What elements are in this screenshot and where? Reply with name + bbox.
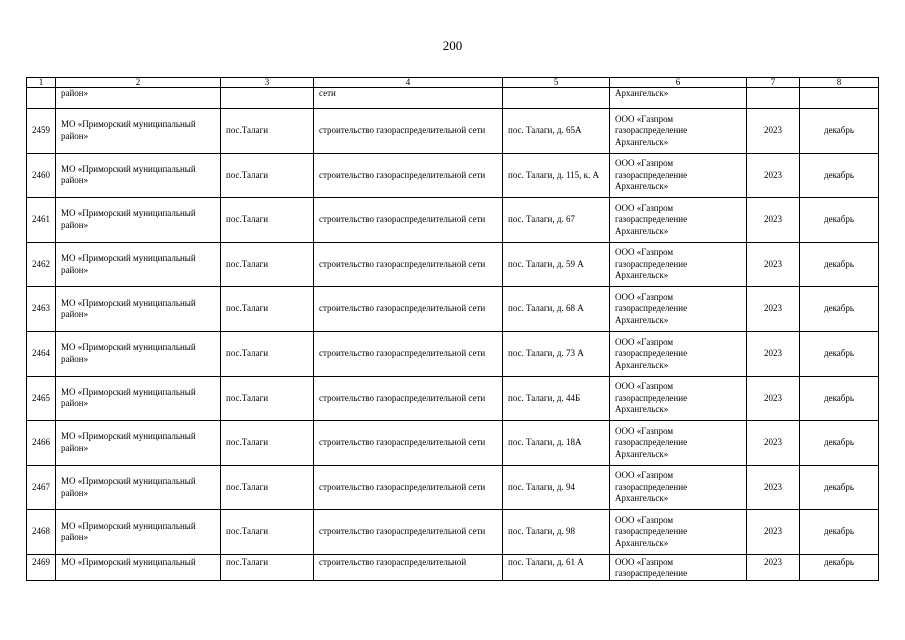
cell-object: строительство газораспределительной сети <box>314 287 503 332</box>
cell-number: 2460 <box>27 153 56 198</box>
cell-municipality: МО «Приморский муниципальный район» <box>56 421 221 466</box>
cell-month: декабрь <box>800 421 879 466</box>
cell-empty <box>800 88 879 109</box>
cell-year: 2023 <box>747 554 800 580</box>
cell-settlement: пос.Талаги <box>221 109 314 154</box>
cell-number: 2465 <box>27 376 56 421</box>
table-row <box>27 153 879 198</box>
column-number: 7 <box>747 78 800 88</box>
cell-object: строительство газораспределительной сети <box>314 465 503 510</box>
cell-municipality: МО «Приморский муниципальный район» <box>56 331 221 376</box>
cell-operator: ООО «Газпром газораспределение Архангельск» <box>610 242 747 287</box>
column-number: 4 <box>314 78 503 88</box>
cell-municipality: МО «Приморский муниципальный район» <box>56 287 221 332</box>
cell-number: 2468 <box>27 510 56 555</box>
cell-month: декабрь <box>800 198 879 243</box>
cell-address: пос. Талаги, д. 67 <box>503 198 610 243</box>
cell-address: пос. Талаги, д. 115, к. А <box>503 153 610 198</box>
table-row <box>27 510 879 555</box>
cell-settlement: пос.Талаги <box>221 287 314 332</box>
cell-operator: ООО «Газпром газораспределение Архангельск» <box>610 153 747 198</box>
cell-operator: Архангельск» <box>610 88 747 109</box>
cell-year: 2023 <box>747 510 800 555</box>
cell-municipality: МО «Приморский муниципальный район» <box>56 465 221 510</box>
cell-settlement: пос.Талаги <box>221 153 314 198</box>
cell-operator: ООО «Газпром газораспределение Архангельск» <box>610 510 747 555</box>
cell-month: декабрь <box>800 287 879 332</box>
column-number: 1 <box>27 78 56 88</box>
cell-settlement: пос.Талаги <box>221 376 314 421</box>
cell-municipality: МО «Приморский муниципальный район» <box>56 510 221 555</box>
cell-number: 2469 <box>27 554 56 580</box>
column-number: 8 <box>800 78 879 88</box>
cell-number: 2463 <box>27 287 56 332</box>
cell-object: строительство газораспределительной сети <box>314 331 503 376</box>
cell-number: 2462 <box>27 242 56 287</box>
cell-month: декабрь <box>800 153 879 198</box>
cell-settlement: пос.Талаги <box>221 510 314 555</box>
table-row <box>27 465 879 510</box>
cell-municipality: МО «Приморский муниципальный район» <box>56 109 221 154</box>
cell-operator: ООО «Газпром газораспределение Архангельск» <box>610 421 747 466</box>
cell-address: пос. Талаги, д. 18А <box>503 421 610 466</box>
cell-object: сети <box>314 88 503 109</box>
table-row <box>27 376 879 421</box>
cell-number: 2467 <box>27 465 56 510</box>
page-number: 200 <box>442 38 463 53</box>
cell-month: декабрь <box>800 376 879 421</box>
cell-object: строительство газораспределительной <box>314 554 503 580</box>
cell-object: строительство газораспределительной сети <box>314 510 503 555</box>
table-row <box>27 242 879 287</box>
column-number: 2 <box>56 78 221 88</box>
cell-object: строительство газораспределительной сети <box>314 421 503 466</box>
table-row <box>27 331 879 376</box>
cell-settlement: пос.Талаги <box>221 554 314 580</box>
cell-year: 2023 <box>747 242 800 287</box>
cell-operator: ООО «Газпром газораспределение Архангельск» <box>610 465 747 510</box>
cell-address: пос. Талаги, д. 68 А <box>503 287 610 332</box>
cell-empty <box>221 88 314 109</box>
gasification-table <box>26 77 879 581</box>
cell-operator: ООО «Газпром газораспределение Архангельск» <box>610 198 747 243</box>
cell-year: 2023 <box>747 331 800 376</box>
cell-month: декабрь <box>800 331 879 376</box>
cell-address: пос. Талаги, д. 65А <box>503 109 610 154</box>
cell-municipality: МО «Приморский муниципальный район» <box>56 242 221 287</box>
cell-operator: ООО «Газпром газораспределение Архангельск» <box>610 331 747 376</box>
cell-operator: ООО «Газпром газораспределение Архангельск» <box>610 287 747 332</box>
table-row <box>27 109 879 154</box>
cell-month: декабрь <box>800 465 879 510</box>
cell-number: 2466 <box>27 421 56 466</box>
cell-year: 2023 <box>747 421 800 466</box>
cell-year: 2023 <box>747 153 800 198</box>
table-row <box>27 421 879 466</box>
column-number: 5 <box>503 78 610 88</box>
table-row <box>27 287 879 332</box>
cell-address: пос. Талаги, д. 59 А <box>503 242 610 287</box>
cell-empty <box>27 88 56 109</box>
cell-object: строительство газораспределительной сети <box>314 242 503 287</box>
cell-operator: ООО «Газпром газораспределение <box>610 554 747 580</box>
cell-number: 2459 <box>27 109 56 154</box>
cell-settlement: пос.Талаги <box>221 242 314 287</box>
cell-month: декабрь <box>800 554 879 580</box>
table-row <box>27 198 879 243</box>
column-number: 6 <box>610 78 747 88</box>
cell-settlement: пос.Талаги <box>221 331 314 376</box>
cell-year: 2023 <box>747 376 800 421</box>
cell-municipality: МО «Приморский муниципальный район» <box>56 153 221 198</box>
cell-empty <box>503 88 610 109</box>
cell-address: пос. Талаги, д. 73 А <box>503 331 610 376</box>
cell-year: 2023 <box>747 465 800 510</box>
cell-settlement: пос.Талаги <box>221 421 314 466</box>
cell-municipality: МО «Приморский муниципальный <box>56 554 221 580</box>
cell-address: пос. Талаги, д. 44Б <box>503 376 610 421</box>
cell-settlement: пос.Талаги <box>221 198 314 243</box>
cell-month: декабрь <box>800 109 879 154</box>
cell-year: 2023 <box>747 287 800 332</box>
cell-number: 2461 <box>27 198 56 243</box>
cell-object: строительство газораспределительной сети <box>314 109 503 154</box>
cell-month: декабрь <box>800 242 879 287</box>
cell-settlement: пос.Талаги <box>221 465 314 510</box>
cell-municipality: район» <box>56 88 221 109</box>
cell-year: 2023 <box>747 198 800 243</box>
cell-empty <box>747 88 800 109</box>
cell-address: пос. Талаги, д. 98 <box>503 510 610 555</box>
cell-year: 2023 <box>747 109 800 154</box>
cell-operator: ООО «Газпром газораспределение Архангельск» <box>610 109 747 154</box>
table-row <box>27 554 879 580</box>
column-number-row <box>27 78 879 88</box>
cell-object: строительство газораспределительной сети <box>314 153 503 198</box>
cell-municipality: МО «Приморский муниципальный район» <box>56 376 221 421</box>
cell-address: пос. Талаги, д. 61 А <box>503 554 610 580</box>
continuation-row <box>27 88 879 109</box>
column-number: 3 <box>221 78 314 88</box>
cell-operator: ООО «Газпром газораспределение Архангельск» <box>610 376 747 421</box>
cell-number: 2464 <box>27 331 56 376</box>
cell-object: строительство газораспределительной сети <box>314 376 503 421</box>
cell-object: строительство газораспределительной сети <box>314 198 503 243</box>
cell-month: декабрь <box>800 510 879 555</box>
cell-address: пос. Талаги, д. 94 <box>503 465 610 510</box>
cell-municipality: МО «Приморский муниципальный район» <box>56 198 221 243</box>
